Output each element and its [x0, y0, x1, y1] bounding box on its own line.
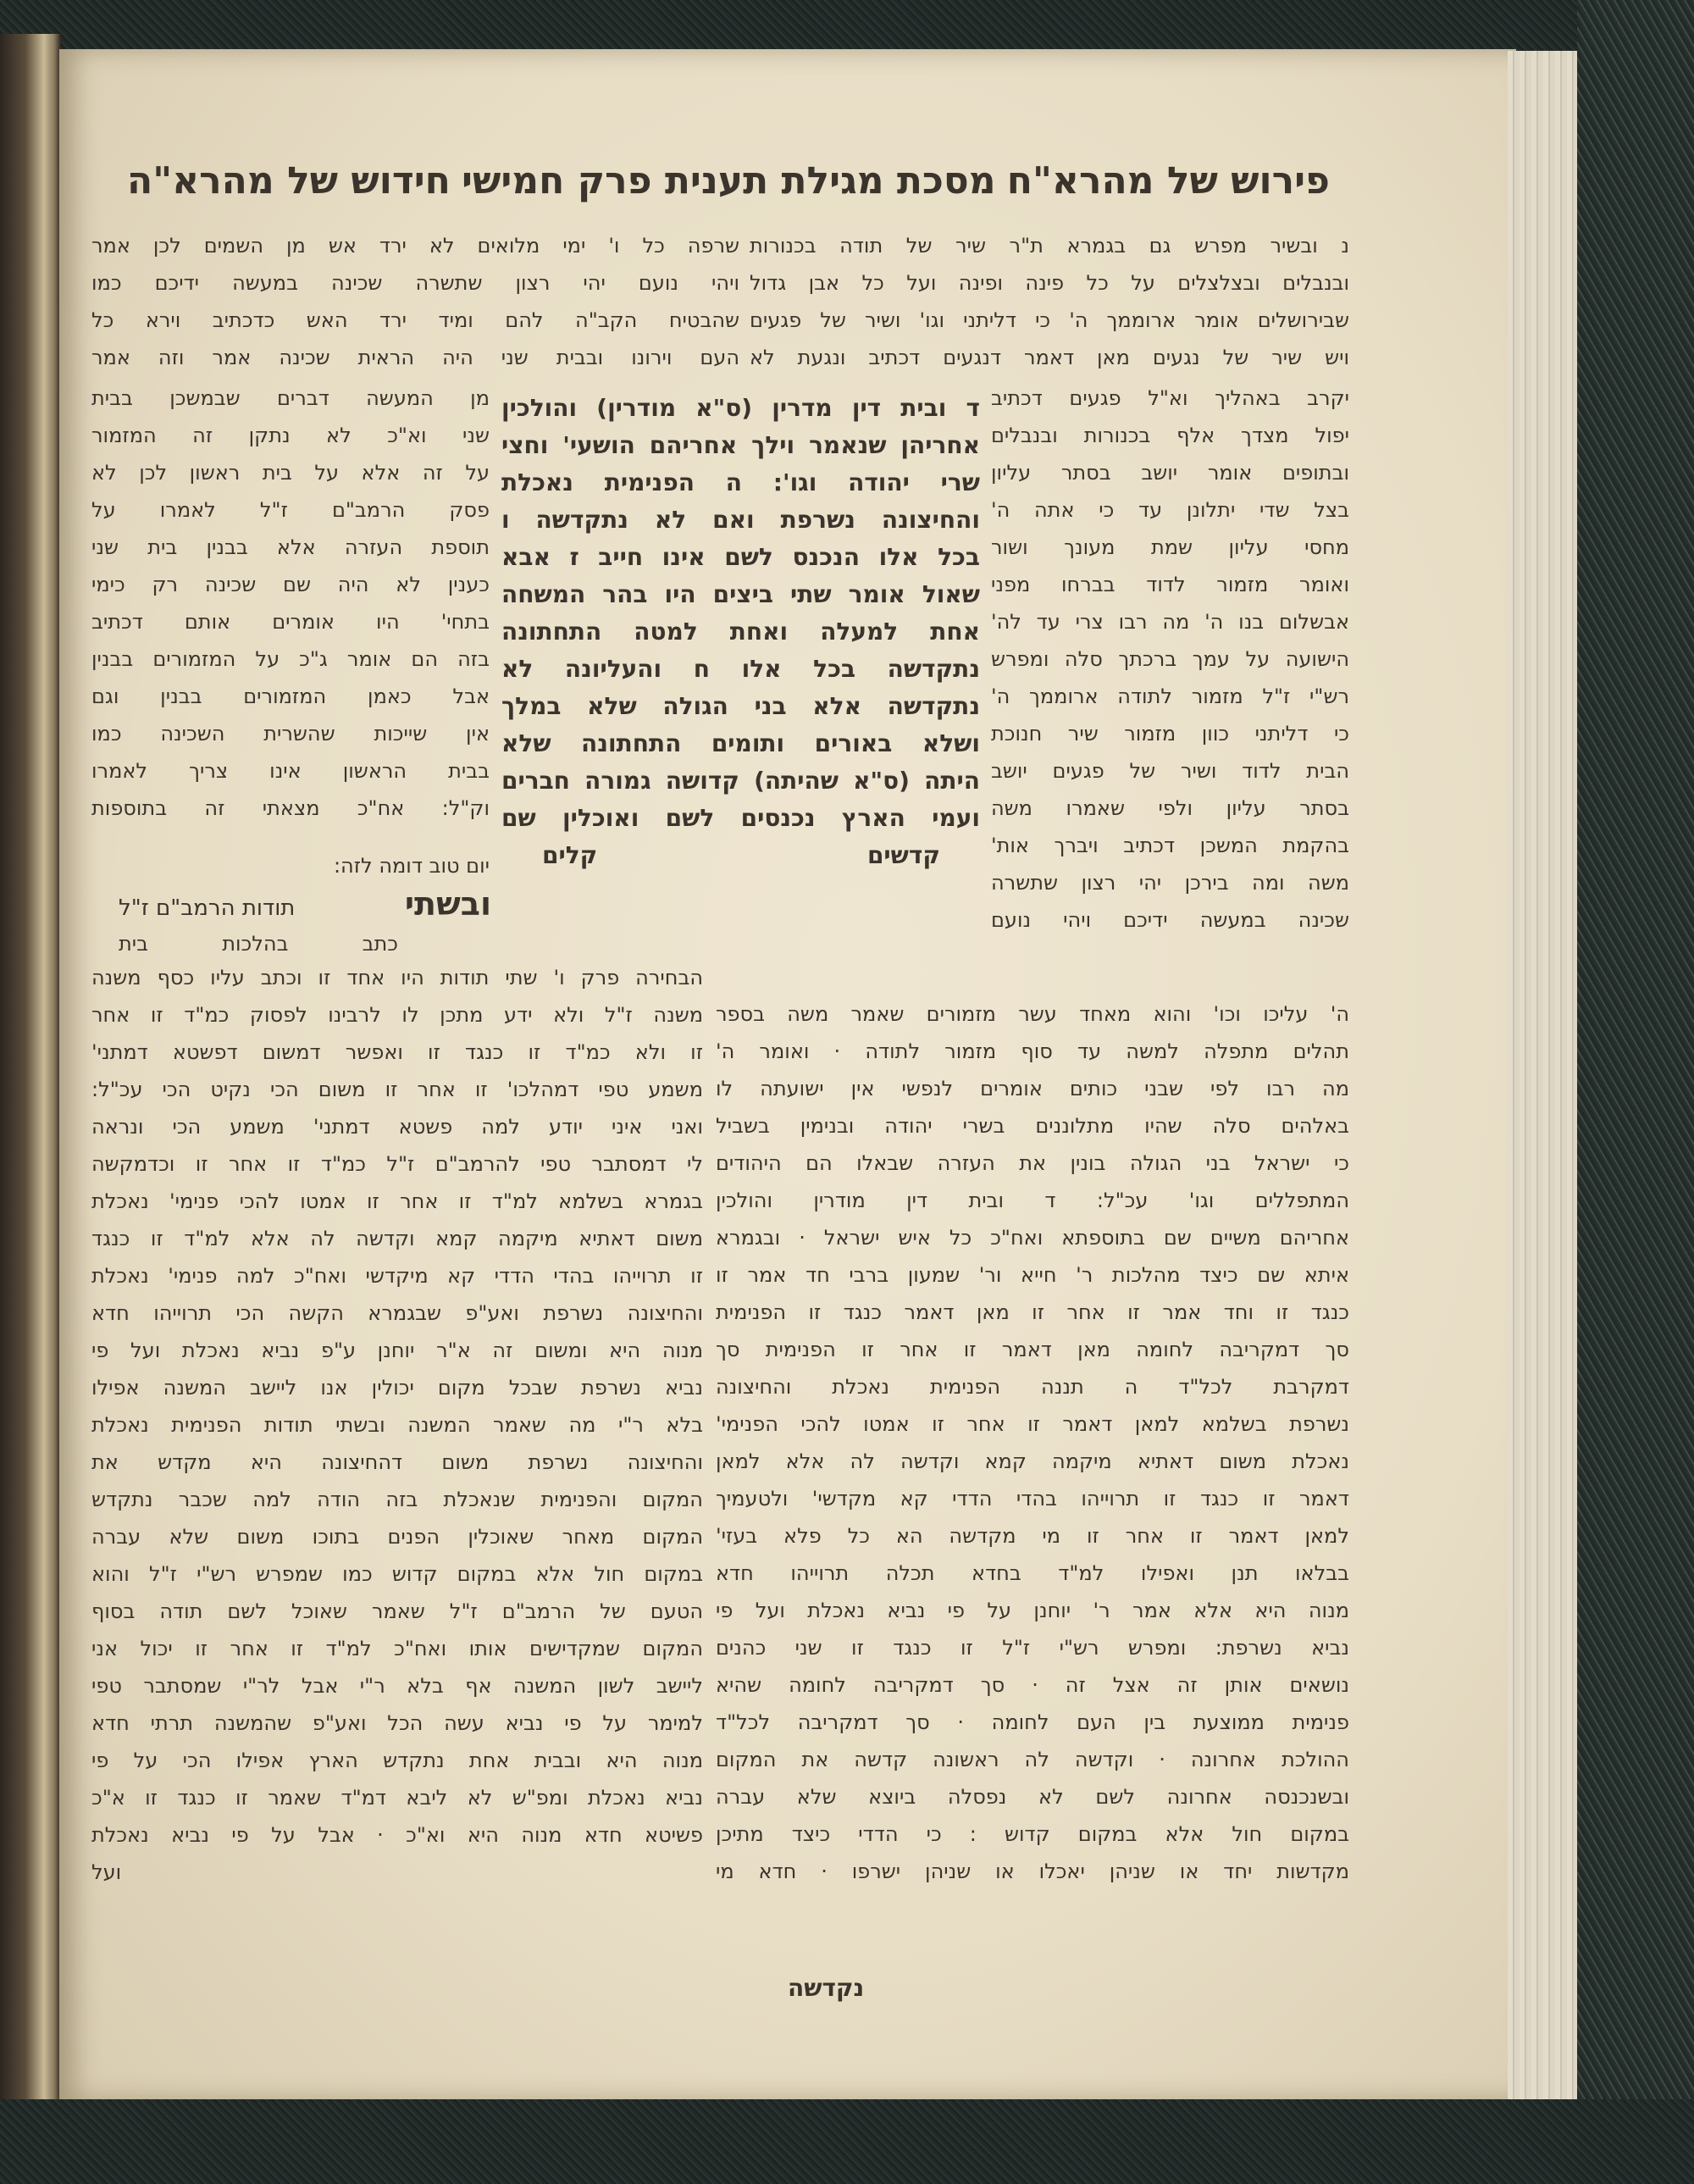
- text-line: ושלא באורים ותומים התחתונה שלא: [501, 729, 980, 757]
- mishnah-word-left: קלים: [542, 841, 598, 869]
- upper-left-column: [91, 380, 490, 827]
- text-line: תהלים מתפלה למשה עד סוף מזמור לתודה · ואומר ה': [716, 1039, 1349, 1063]
- page-stack-edge: [1508, 51, 1579, 2101]
- text-line: בצל שדי יתלונן עד כי אתה ה': [991, 498, 1349, 522]
- text-line: ויהי נועם יהי רצון שתשרה שכינה במעשה ידיכם כמו: [91, 271, 739, 295]
- text-line: מה רבו לפי שבני כותים אומרים לנפשי אין ישועתה לו: [716, 1077, 1349, 1100]
- section-heading: [119, 881, 491, 931]
- heading-initial-word: ובשתי: [404, 885, 491, 923]
- text-line: משמע טפי דמהלכו' זו אחר זו משום הכי נקיט הכי עכ"ל:: [91, 1078, 703, 1101]
- text-line: אבל כאמן המזמורים בבנין וגם: [91, 685, 490, 708]
- text-line: שאול אומר שתי ביצים היו בהר המשחה: [501, 580, 980, 608]
- text-line: ובשנכנסה אחרונה לשם לא נפסלה ביוצא שלא עברה: [716, 1785, 1349, 1809]
- text-line: ויש שיר של נגעים מאן דאמר דנגעים דכתיב ונגעת לא: [750, 346, 1349, 369]
- text-line: ואני איני יודע למה פשטא דמתני' משמע הכי ונראה: [91, 1115, 703, 1139]
- text-line: ליישב לשון המשנה אף בלא ר"י אבל לר"י שמסתבר טפי: [91, 1674, 703, 1698]
- text-line: נתקדשה בכל אלו ח והעליונה לא: [501, 655, 980, 683]
- text-line: יקרב באהליך וא"ל פגעים דכתיב: [991, 386, 1349, 410]
- text-line: מנוה היא ובבית אחת נתקדש הארץ אפילו הכי על פי: [91, 1749, 703, 1772]
- text-line: כנגד זו וחד אמר זו אחר זו מאן דאמר כנגד זו הפנימית: [716, 1300, 1349, 1324]
- text-line: וק"ל: אח"כ מצאתי זה בתוספות: [91, 796, 490, 820]
- text-line: נושאים אותן זה אצל זה · סך דמקריבה לחומה שהיא: [716, 1673, 1349, 1697]
- text-line: מקדשות יחד או שניהן יאכלו או שניהן ישרפו · חדא מי: [716, 1860, 1349, 1883]
- text-line: אבשלום בנו ה' מה רבו צרי עד לה': [991, 610, 1349, 634]
- text-line: בזה הם אומר ג"כ על המזמורים בבנין: [91, 647, 490, 671]
- text-line: במקום חול אלא במקום קדוש כמו שמפרש רש"י ז"ל והוא: [91, 1562, 703, 1586]
- text-line: למאן דאמר זו אחר זו מי מקדשה הא כל פלא בעזי': [716, 1524, 1349, 1548]
- heading-follow-text: כתב בהלכות בית: [119, 932, 398, 956]
- text-line: למימר על פי נביא עשה הכל ואע"פ שהמשנה תרתי חדא: [91, 1711, 703, 1735]
- text-line: והחיצונה נשרפת ואע"פ שבגמרא הקשה הכי תרוייהו חדא: [91, 1301, 703, 1325]
- text-line: מנוה היא אלא אמר ר' יוחנן על פי נביא נאכלת ועל פי: [716, 1599, 1349, 1622]
- text-line: בהקמת המשכן דכתיב ויברך אות': [991, 834, 1349, 857]
- text-line: ד ובית דין מדרין (ס"א מודרין) והולכין: [501, 394, 980, 422]
- text-line: מן המעשה דברים שבמשכן בבית: [91, 386, 490, 410]
- text-line: בתחי' היו אומרים אותם דכתיב: [91, 610, 490, 634]
- text-line: בבית הראשון אינו צריך לאמרו: [91, 759, 490, 783]
- mishnah-last-line: [542, 837, 940, 874]
- text-line: באלהים סלה שהיו מתלוננים בשרי יהודה ובנימין בשביל: [716, 1114, 1349, 1138]
- mishnah-word-right: קדשים: [866, 841, 940, 869]
- text-line: דמקרבת לכל"ד ה תננה הפנימית נאכלת והחיצונה: [716, 1375, 1349, 1399]
- binding-cloth-right: [1577, 0, 1694, 2184]
- lower-right-column: [716, 995, 1349, 1890]
- text-line: משה ומה בירכן יהי רצון שתשרה: [991, 871, 1349, 895]
- text-line: מנוה היא ומשום זה א"ר יוחנן ע"פ נביא נאכלת ועל פי: [91, 1339, 703, 1362]
- text-line: הטעם של הרמב"ם ז"ל שאמר שאוכל לשם תודה בסוף: [91, 1599, 703, 1623]
- text-line: משום דאתיא מיקמה קמא וקדשה לה אלא למ"ד זו כנגד: [91, 1227, 703, 1250]
- text-line: ואומר מזמור לדוד בברחו מפני: [991, 573, 1349, 596]
- text-line: על זה אלא על בית ראשון לכן לא: [91, 461, 490, 485]
- text-line: בכל אלו הנכנס לשם אינו חייב ז אבא: [501, 543, 980, 571]
- heading-rest: תודות הרמב"ם ז"ל: [119, 895, 296, 921]
- binding-cloth-bottom: [0, 2099, 1694, 2184]
- text-line: לי דמסתבר טפי להרמב"ם ז"ל כמ"ד זו אחר זו וכדמקשה: [91, 1152, 703, 1176]
- text-line: זו תרוייהו בהדי הדדי קא מיקדשי ואח"כ למה פנימי' נאכלת: [91, 1264, 703, 1288]
- text-line: המתפללים וגו' עכ"ל: ד ובית דין מודרין והולכין: [716, 1189, 1349, 1212]
- text-line: המקום והפנימית שנאכלת בזה הודה למה שכבר נתקדש: [91, 1488, 703, 1511]
- lower-left-end-text: ועל: [91, 1860, 122, 1884]
- text-line: שני וא"כ לא נתקן זה המזמור: [91, 424, 490, 447]
- text-line: כי ישראל בני הגולה בונין את העזרה שבאלו הם היהודים: [716, 1151, 1349, 1175]
- text-line: אחת למעלה ואחת למטה התחתונה: [501, 618, 980, 646]
- text-line: ועמי הארץ נכנסים לשם ואוכלין שם: [501, 804, 980, 832]
- text-line: בלא ר"י מה שאמר המשנה ובשתי תודות הפנימית נאכלת: [91, 1413, 703, 1437]
- text-line: שבירושלים אומר ארוממך ה' כי דליתני וגו' ושיר של פגעים: [750, 308, 1349, 332]
- text-line: נתקדשה אלא בני הגולה שלא במלך: [501, 692, 980, 720]
- text-line: דאמר זו כנגד זו תרוייהו בהדי הדדי קא מקדשי' ולטעמיך: [716, 1487, 1349, 1511]
- catchword: נקדשה: [788, 1974, 865, 2002]
- text-line: שכינה במעשה ידיכם ויהי נועם: [991, 908, 1349, 932]
- text-line: אחריהן שנאמר וילך אחריהם הושעי' וחצי: [501, 431, 980, 459]
- text-line: נאכלת משום דאתיא מיקמה קמא וקדשה לה אלא למאן: [716, 1450, 1349, 1473]
- text-line: במקום חול אלא במקום קדוש : כי הדדי כיצד מתיכן: [716, 1822, 1349, 1846]
- text-line: והחיצונה נשרפת ואם לא נתקדשה ו: [501, 506, 980, 534]
- lower-left-column: [91, 959, 703, 1854]
- text-line: מחסי עליון שמת מעונך ושור: [991, 535, 1349, 559]
- upper-left-end: [212, 847, 490, 884]
- text-line: המקום מאחר שאוכלין הפנים בתוכו משום שלא עברה: [91, 1525, 703, 1549]
- text-line: היתה (ס"א שהיתה) קדושה גמורה חברים: [501, 767, 980, 795]
- text-line: נביא נשרפת: ומפרש רש"י ז"ל זו כנגד זו שני כהנים: [716, 1636, 1349, 1660]
- text-line: ה' עליכו וכו' והוא מאחד עשר מזמורים שאמר משה בספר: [716, 1002, 1349, 1026]
- text-line: זו ולא כמ"ד זו כנגד זו ואפשר דמשום דפשטא דמתני': [91, 1040, 703, 1064]
- upper-right-wide-block: [750, 227, 1349, 376]
- text-line: בסתר עליון ולפי שאמרו משה: [991, 796, 1349, 820]
- text-line: איתא שם כיצד מהלכות ר' חייא ור' שמעון ברבי חד אמר זו: [716, 1263, 1349, 1287]
- text-line: אין שייכות שהשרית השכינה כמו: [91, 722, 490, 746]
- upper-left-end-text: יום טוב דומה לזה:: [333, 854, 490, 878]
- text-line: שרי יהודה וגו': ה הפנימית נאכלת: [501, 468, 980, 496]
- text-line: העם וירונו ובבית שני היה הראית שכינה אמר וזה אמר: [91, 346, 739, 369]
- text-line: ובנבלים ובצלצלים על כל פינה ופינה ועל כל אבן גדול: [750, 271, 1349, 295]
- facing-page-edge: [0, 34, 61, 2101]
- text-line: סך דמקריבה לחומה מאן דאמר זו אחר זו הפנימית סך: [716, 1338, 1349, 1361]
- text-line: שהבטיח הקב"ה להם ומיד ירד האש כדכתיב וירא כל: [91, 308, 739, 332]
- header-right: פירוש של מהרא"ח: [1006, 158, 1330, 202]
- heading-follow: [119, 925, 398, 962]
- text-line: הבית לדוד ושיר של פגעים יושב: [991, 759, 1349, 783]
- running-header: [127, 151, 1330, 210]
- text-line: ובתופים אומר יושב בסתר עליון: [991, 461, 1349, 485]
- text-line: רש"י ז"ל מזמור לתודה ארוממך ה': [991, 685, 1349, 708]
- text-line: בבלאו תנן ואפילו למ"ד בחדא תכלה תרוייהו חדא: [716, 1561, 1349, 1585]
- text-line: והחיצונה נשרפת משום דהחיצונה היא מקדש את: [91, 1450, 703, 1474]
- text-line: הישועה על עמך ברכתך סלה ומפרש: [991, 647, 1349, 671]
- header-center: מסכת מגילת תענית פרק חמישי: [462, 158, 996, 202]
- text-line: בגמרא בשלמא למ"ד זו אחר זו אמטו להכי פנימי' נאכלת: [91, 1189, 703, 1213]
- binding-cloth-top: [0, 0, 1694, 53]
- text-line: נביא נשרפת שבכל מקום יכולין אנו ליישב המשנה אפילו: [91, 1376, 703, 1400]
- text-line: המקום שמקדישים אותו ואח"כ למ"ד זו אחר זו יכול אני: [91, 1637, 703, 1660]
- upper-left-wide-block: [91, 227, 739, 376]
- text-line: נביא נאכלת ומפ"ש לא ליבא דמ"ד שאמר זו כנגד זו א"כ: [91, 1786, 703, 1810]
- text-line: אחריהם משיים שם בתוספתא ואח"כ כל איש ישראל · ובגמרא: [716, 1226, 1349, 1250]
- text-line: פשיטא חדא מנוה היא וא"כ · אבל על פי נביא נאכלת: [91, 1823, 703, 1847]
- text-line: משנה ז"ל ולא ידע מתכן לו לרבינו לפסוק כמ"ד זו אחר: [91, 1003, 703, 1027]
- text-line: כי דליתני כוון מזמור שיר חנוכת: [991, 722, 1349, 746]
- header-left: חידוש של מהרא"ה: [127, 158, 451, 202]
- text-line: פסק הרמב"ם ז"ל לאמרו על: [91, 498, 490, 522]
- text-line: תוספת העזרה אלא בבנין בית שני: [91, 535, 490, 559]
- text-line: כענין לא היה שם שכינה רק כימי: [91, 573, 490, 596]
- text-line: ההולכת אחרונה · וקדשה לה ראשונה קדשה את המקום: [716, 1748, 1349, 1771]
- text-line: נשרפת בשלמא למאן דאמר זו אחר זו אמטו להכי הפנימי': [716, 1412, 1349, 1436]
- text-line: יפול מצדך אלף בכנורות ובנבלים: [991, 424, 1349, 447]
- text-line: נ ובשיר מפרש גם בגמרא ת"ר שיר של תודה בכנורות: [750, 234, 1349, 258]
- mishnah-column: [501, 390, 980, 837]
- text-line: פנימית ממוצעת בין העם לחומה · סך דמקריבה לכל"ד: [716, 1710, 1349, 1734]
- text-line: שרפה כל ו' ימי מלואים לא ירד אש מן השמים לכן אמר: [91, 234, 739, 258]
- lower-left-end: [91, 1854, 193, 1891]
- upper-right-column: [991, 380, 1349, 939]
- text-line: הבחירה פרק ו' שתי תודות היו אחד זו וכתב עליו כסף משנה: [91, 966, 703, 989]
